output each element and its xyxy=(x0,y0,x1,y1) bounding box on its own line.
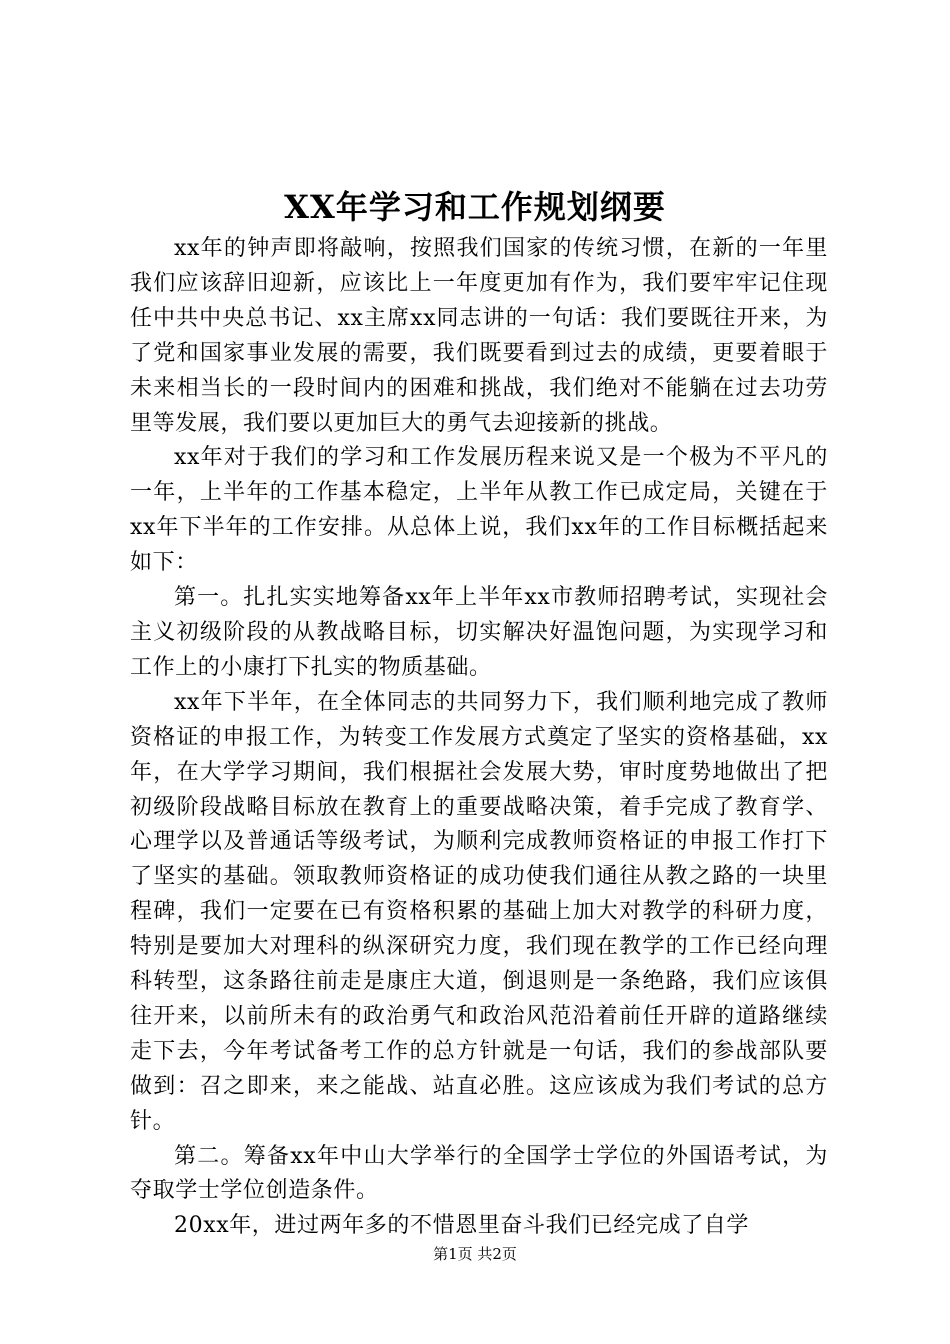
paragraph-1: xx年的钟声即将敲响，按照我们国家的传统习惯，在新的一年里我们应该辞旧迎新，应该比上一年度更加有作为，我们要牢牢记住现任中共中央总书记、xx主席xx同志讲的一句话：我们要既往开来，为了党和国家事业发展的需要，我们既要看到过去的成绩，更要着眼于未来相当长的一段时间内的困难和挑战，我们绝对不能躺在过去功劳里等发展，我们要以更加巨大的勇气去迎接新的挑战。 xyxy=(130,236,828,436)
paragraph-4: xx年下半年，在全体同志的共同努力下，我们顺利地完成了教师资格证的申报工作，为转变工作发展方式奠定了坚实的资格基础，xx年，在大学学习期间，我们根据社会发展大势，审时度势地做出了把初级阶段战略目标放在教育上的重要战略决策，着手完成了教育学、心理学以及普通话等级考试，为顺利完成教师资格证的申报工作打下了坚实的基础。领取教师资格证的成功使我们通往从教之路的一块里程碑，我们一定要在已有资格积累的基础上加大对教学的科研力度，特别是要加大对理科的纵深研究力度，我们现在教学的工作已经向理科转型，这条路往前走是康庄大道，倒退则是一条绝路，我们应该俱往开来，以前所未有的政治勇气和政治风范沿着前任开辟的道路继续走下去，今年考试备考工作的总方针就是一句话，我们的参战部队要做到：召之即来，来之能战、站直必胜。这应该成为我们考试的总方针。 xyxy=(130,689,828,1134)
document-title: XX年学习和工作规划纲要 xyxy=(284,188,666,226)
paragraph-6: 20xx年，进过两年多的不惜恩里奋斗我们已经完成了自学 xyxy=(174,1213,750,1239)
document-body xyxy=(130,232,828,1244)
paragraph-3: 第一。扎扎实实地筹备xx年上半年xx市教师招聘考试，实现社会主义初级阶段的从教战略目标，切实解决好温饱问题，为实现学习和工作上的小康打下扎实的物质基础。 xyxy=(130,585,828,680)
page-number-footer: 第1页 共2页 xyxy=(433,1245,517,1263)
paragraph-2: xx年对于我们的学习和工作发展历程来说又是一个极为不平凡的一年，上半年的工作基本稳定，上半年从教工作已成定局，关键在于xx年下半年的工作安排。从总体上说，我们xx年的工作目标概括起来如下： xyxy=(130,445,828,576)
paragraph-5: 第二。筹备xx年中山大学举行的全国学士学位的外国语考试，为夺取学士学位创造条件。 xyxy=(130,1143,828,1204)
